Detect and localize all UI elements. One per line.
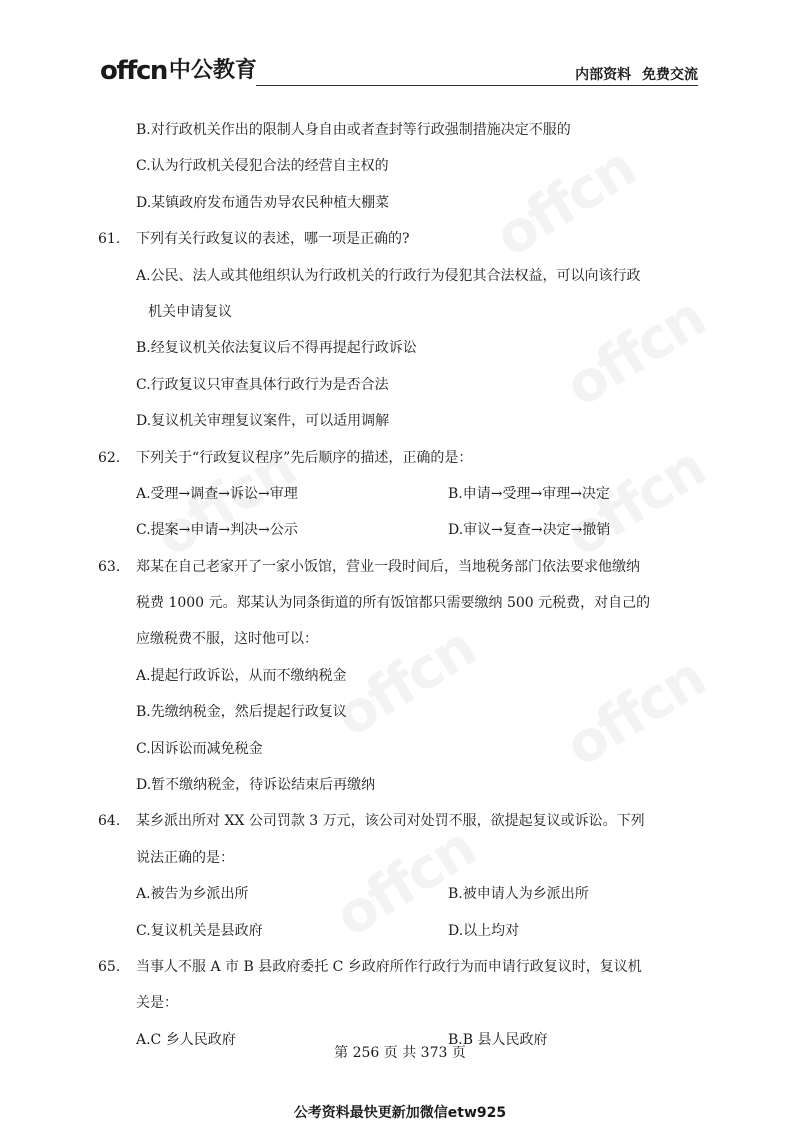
answer-option: B.B 县人民政府 (448, 1031, 548, 1048)
answer-option: C.复议机关是县政府 (136, 922, 263, 939)
header-rule (256, 85, 698, 86)
answer-option: C.因诉讼而减免税金 (136, 740, 263, 757)
answer-option: C.提案→申请→判决→公示 (136, 522, 298, 539)
header-note: 内部资料 免费交流 (575, 67, 698, 83)
option-line (98, 330, 708, 366)
answer-option: B.对行政机关作出的限制人身自由或者查封等行政强制措施决定不服的 (136, 122, 571, 138)
answer-option: C.认为行政机关侵犯合法的经营自主权的 (136, 158, 389, 175)
answer-option: D.复议机关审理复议案件，可以适用调解 (136, 413, 390, 430)
option-line (98, 185, 708, 221)
text-line (98, 294, 708, 330)
question-stem: 郑某在自己老家开了一家小饭馆，营业一段时间后，当地税务部门依法要求他缴纳 (136, 558, 640, 575)
logo-latin-text: offcn (100, 56, 167, 86)
option-pair-line (98, 476, 708, 512)
option-line (98, 258, 708, 294)
answer-option: A.被告为乡派出所 (136, 886, 249, 903)
option-line (98, 658, 708, 694)
answer-option: B.经复议机关依法复议后不得再提起行政诉讼 (136, 340, 417, 357)
question-number: 64. (98, 813, 121, 830)
question-line (98, 949, 708, 985)
option-pair-line (98, 913, 708, 949)
answer-option: B.先缴纳税金，然后提起行政复议 (136, 704, 347, 721)
answer-option: A.提起行政诉讼，从而不缴纳税金 (136, 667, 347, 684)
text-line (98, 621, 708, 657)
question-line (98, 440, 708, 476)
question-stem-continued: 关是： (136, 995, 178, 1012)
question-number: 62. (98, 449, 121, 466)
option-pair-line (98, 876, 708, 912)
answer-option: B.申请→受理→审理→决定 (448, 485, 610, 502)
bottom-note: 公考资料最快更新加微信etw925 (293, 1105, 507, 1121)
answer-option: A.C 乡人民政府 (136, 1031, 236, 1048)
answer-option: D.以上均对 (448, 922, 520, 939)
question-stem-continued: 说法正确的是： (136, 849, 234, 866)
text-line (98, 985, 708, 1021)
option-line (98, 112, 708, 148)
option-line (98, 367, 708, 403)
option-line (98, 403, 708, 439)
question-line (98, 221, 708, 257)
document-body (98, 112, 708, 1058)
answer-option: D.暂不缴纳税金，待诉讼结束后再缴纳 (136, 777, 376, 794)
option-line (98, 148, 708, 184)
answer-option: A.受理→调查→诉讼→审理 (136, 485, 298, 502)
answer-option-continued: 机关申请复议 (148, 303, 232, 320)
text-line (98, 840, 708, 876)
question-stem: 某乡派出所对 XX 公司罚款 3 万元，该公司对处罚不服，欲提起复议或诉讼。下列 (136, 813, 645, 830)
offcn-logo (100, 56, 257, 86)
answer-option: B.被申请人为乡派出所 (448, 886, 589, 903)
text-line (98, 585, 708, 621)
question-number: 63. (98, 558, 121, 575)
question-line (98, 803, 708, 839)
option-pair-line (98, 512, 708, 548)
question-stem: 下列关于“行政复议程序”先后顺序的描述，正确的是： (136, 449, 473, 466)
page-header (100, 54, 698, 88)
option-line (98, 767, 708, 803)
logo-chinese-text: 中公教育 (168, 58, 257, 83)
question-stem: 当事人不服 A 市 B 县政府委托 C 乡政府所作行政行为而申请行政复议时，复议机 (136, 958, 642, 975)
option-line (98, 731, 708, 767)
answer-option: D.某镇政府发布通告劝导农民种植大棚菜 (136, 194, 390, 211)
answer-option: A.公民、法人或其他组织认为行政机关的行政行为侵犯其合法权益，可以向该行政 (136, 267, 641, 284)
answer-option: D.审议→复查→决定→撤销 (448, 522, 611, 539)
question-number: 65. (98, 958, 121, 975)
question-stem-continued: 应缴税费不服，这时他可以： (136, 631, 318, 648)
answer-option: C.行政复议只审查具体行政行为是否合法 (136, 376, 389, 393)
question-line (98, 549, 708, 585)
option-line (98, 694, 708, 730)
page-number: 第 256 页 共 373 页 (334, 1045, 466, 1061)
question-stem-continued: 税费 1000 元。郑某认为同条街道的所有饭馆都只需要缴纳 500 元税费，对自己的 (136, 595, 651, 612)
question-stem: 下列有关行政复议的表述，哪一项是正确的? (136, 231, 410, 248)
question-number: 61. (98, 231, 121, 248)
